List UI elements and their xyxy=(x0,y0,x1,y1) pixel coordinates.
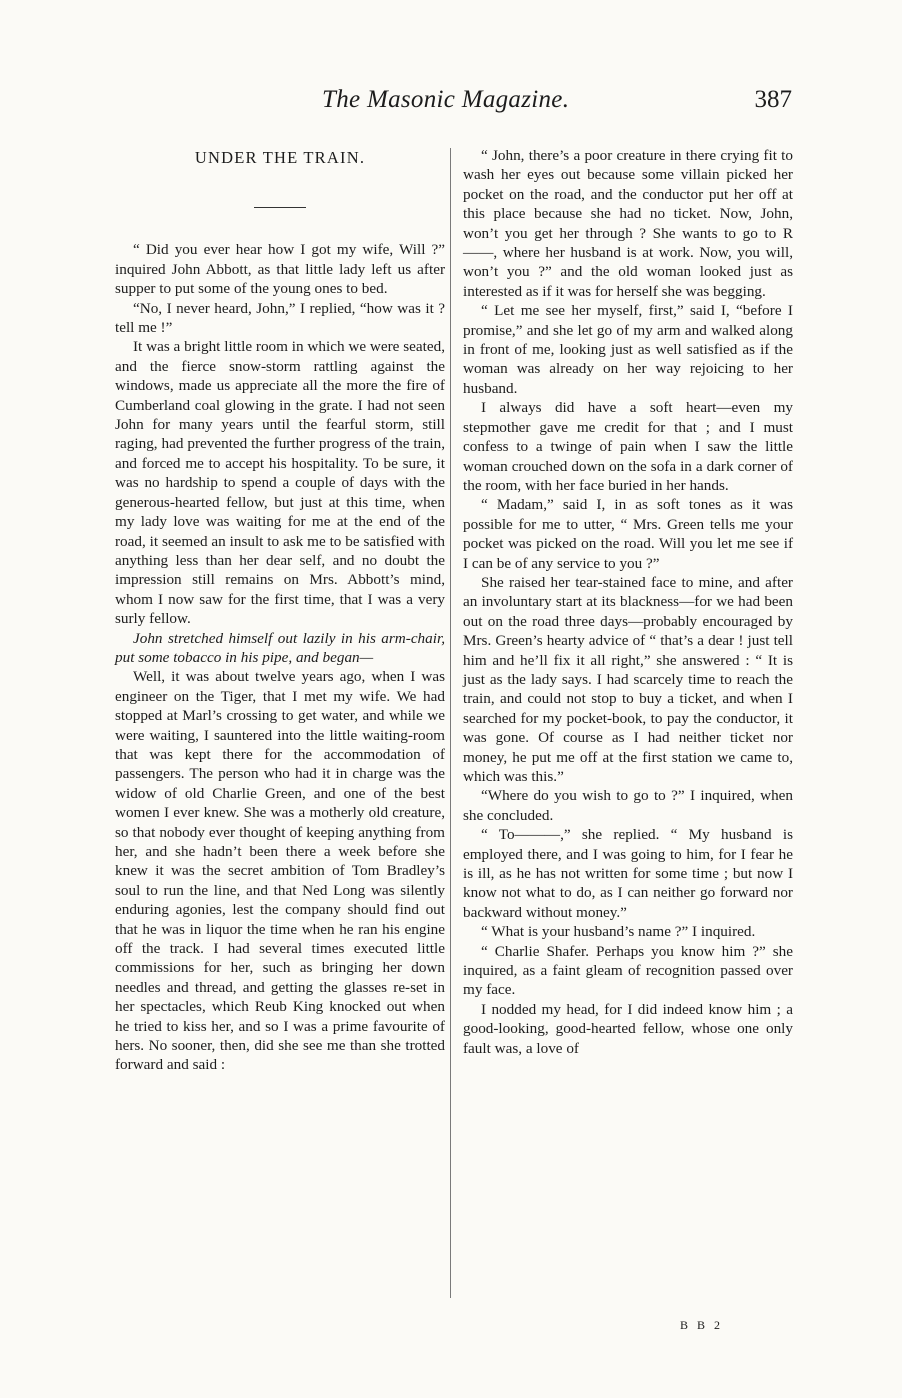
paragraph: “ What is your husband’s name ?” I inquired. xyxy=(481,923,756,941)
paragraph: “Where do you wish to go to ?” I inquired, when she concluded. xyxy=(463,787,793,824)
right-column xyxy=(463,146,793,1058)
article-title: UNDER THE TRAIN. xyxy=(194,148,366,167)
running-head xyxy=(112,86,792,126)
column-divider xyxy=(450,148,451,1298)
paragraph: “ John, there’s a poor creature in there crying fit to wash her eyes out because some villain picked her pocket on the road, and the conductor put her off at this place because she had no ticket. Now, John, won’t you get her through ? She wants to go to R——, where her husband is at work. Now, you will, won’t you ?” and the old woman looked just as interested as if it was for herself she was begging. xyxy=(463,147,793,300)
paragraph: “ Madam,” said I, in as soft tones as it was possible for me to utter, “ Mrs. Green tells me your pocket was picked on the road. Will you let me see if I can be of any service to you ?” xyxy=(463,496,793,572)
magazine-title: The Masonic Magazine. xyxy=(322,86,570,113)
paragraph: It was a bright little room in which we were seated, and the fierce snow-storm rattling against the windows, made us appreciate all the more the fire of Cumberland coal glowing in the grate. I had not seen John for many years until the fearful storm, still raging, had prevented the further progress of the train, and forced me to accept his hospitality. To be sure, it was no hardship to spend a couple of days with the generous-hearted fellow, but just at this time, when my lady love was waiting for me at the end of the road, it seemed an insult to ask me to be satisfied with anything less than her dear self, and no doubt the impression still remains on Mrs. Abbott’s mind, whom I now saw for the first time, that I was a very surly fellow. xyxy=(115,338,445,628)
paragraph: “No, I never heard, John,” I replied, “how was it ? tell me !” xyxy=(115,299,445,337)
paragraph: “ Let me see her myself, first,” said I, “before I promise,” and she let go of my arm and walked along in front of me, looking just as well satisfied as if the woman was already on her way rejoicing to her husband. xyxy=(463,302,793,397)
signature-mark: B B 2 xyxy=(680,1318,724,1332)
paragraph: She raised her tear-stained face to mine, and after an involuntary start at its blackness—for we had been out on the road three days—probably encouraged by Mrs. Green’s hearty advice of “ that’s a dear ! just tell him and he’ll fix it all right,” she answered : “ It is just as the lady says. I had scarcely time to reach the train, and could not stop to buy a ticket, and when I searched for my pocket-book, to pay the conductor, it was gone. Of course as I had neither ticket nor money, he put me off at the first station we came to, which was this.” xyxy=(463,573,793,785)
paragraph: “ Did you ever hear how I got my wife, Will ?” inquired John Abbott, as that little lady left us after supper to put some of the young ones to bed. xyxy=(115,241,445,298)
left-column xyxy=(115,146,445,1075)
paragraph: John stretched himself out lazily in his arm-chair, put some tobacco in his pipe, and began— xyxy=(115,629,445,666)
paragraph: “ Charlie Shafer. Perhaps you know him ?” she inquired, as a faint gleam of recognition passed over my face. xyxy=(463,942,793,999)
title-rule xyxy=(254,207,306,208)
page-number: 387 xyxy=(754,86,792,113)
paragraph: Well, it was about twelve years ago, when I was engineer on the Tiger, that I met my wife. We had stopped at Marl’s crossing to get water, and while we were waiting, I sauntered into the little waiting-room that was kept there for the accommodation of passengers. The person who had it in charge was the widow of old Charlie Green, and one of the best women I ever knew. She was a motherly old creature, so that nobody ever thought of keeping anything from her, and she hadn’t been there a week before she knew it was the secret ambition of Tom Bradley’s soul to run the line, and that Ned Long was silently enduring agonies, lest the company should find out that he was in liquor the time when he ran his engine off the track. I had several times executed little commissions for her, such as bringing her down needles and thread, and getting the glasses re-set in her spectacles, which Reub King knocked out when he tried to kiss her, and so I was a prime favourite of hers. No sooner, then, did she see me than she trotted forward and said : xyxy=(115,668,445,1074)
paragraph: I nodded my head, for I did indeed know him ; a good-looking, good-hearted fellow, whose one only fault was, a love of xyxy=(463,1000,793,1057)
paragraph: I always did have a soft heart—even my stepmother gave me credit for that ; and I must confess to a twinge of pain when I saw the little woman crouched down on the sofa in a dark corner of the room, with her face buried in her hands. xyxy=(463,399,793,494)
paragraph: “ To———,” she replied. “ My husband is employed there, and I was going to him, for I fear he is ill, as he has not written for some time ; but now I know not what to do, as I can neither go forward nor backward without money.” xyxy=(463,826,793,921)
